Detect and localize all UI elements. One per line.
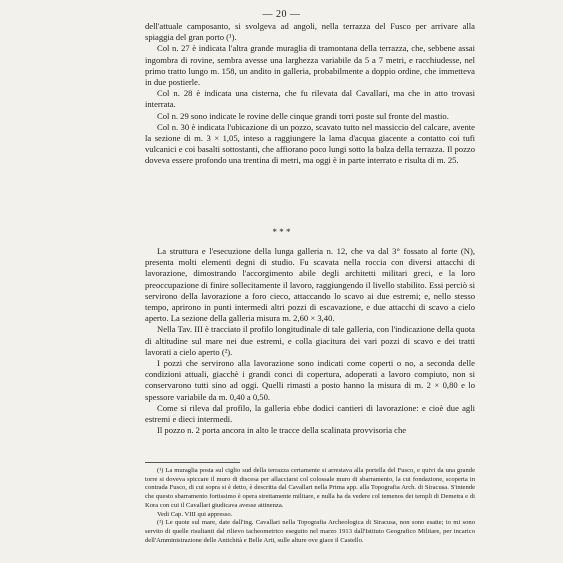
paragraph: Il pozzo n. 2 porta ancora in alto le tracce della scalinata provvisoria che <box>157 425 407 436</box>
paragraph: Col n. 30 è indicata l'ubicazione di un pozzo, scavato tutto nel massiccio del calcare, avente la sezione di m. 3 × 1,05, inteso a raggiungere la lama d'acqua giacente a contatto coi tufi vulcanici e coi basalti sottostanti, che affiorano poco lungi sotto la balza della terrazza. Il pozzo doveva essere profondo una trentina di metri, ma oggi è in parte interrato e risulta di m. 25. <box>145 121 475 166</box>
text-block-top <box>145 21 475 167</box>
footnote-divider <box>145 462 240 463</box>
page-number: — 20 — <box>262 9 301 20</box>
paragraph: Come si rileva dal profilo, la galleria ebbe dodici cantieri di lavorazione: e cioè due agli estremi e dieci intermedi. <box>145 402 475 425</box>
footnote: (¹) La muraglia posta sul ciglio sud della terrazza certamente si arrestava alla portella del Fusco, e quivi da una grande torre si doveva spiccare il muro di discesa per allacciarsi col colossale muro di sbarramento, la cui fondazione, scoperta in contrada Fusco, di cui sopra si è detto, è descritta dal Cavallari nella Prima app. alla Topografia Arch. di Siracusa. S'intende che questo sbarramento fortissimo è opera strettamente militare, e nulla ha da vedere col temenos dei templi di Demetra e di Kora con cui il Cavallari giudicava avesse attinenza. <box>145 467 475 509</box>
footnotes <box>145 467 475 545</box>
paragraph: Col n. 27 è indicata l'altra grande muraglia di tramontana della terrazza, che, sebbene assai ingombra di rovine, sembra avesse una larghezza variabile da 5 a 7 metri, e racchiudesse, nel primo tratto lungo m. 158, un andito in galleria, probabilmente a doppio ordine, che immetteva in due postierle. <box>145 43 475 88</box>
paragraph: Col n. 28 è indicata una cisterna, che fu rilevata dal Cavallari, ma che in atto trovasi interrata. <box>145 88 475 110</box>
footnote: (²) Le quote sul mare, date dall'ing. Cavallari nella Topografia Archeologica di Siracusa, non sono esatte; io mi sono servito di quelle risultanti dal rilievo tacheometrico eseguito nel marzo 1913 dall'Istituto Geografico Militare, per incarico dell'Amministrazione delle Antichità e Belle Arti, sulle alture ove giace il Castello. <box>145 519 475 544</box>
footnote: Vedi Cap. VIII qui appresso. <box>157 510 233 518</box>
section-separator: * * * <box>272 227 291 237</box>
paragraph: dell'attuale camposanto, si svolgeva ad angoli, nella terrazza del Fusco per arrivare alla spiaggia del gran porto (¹). <box>145 21 475 43</box>
paragraph: Nella Tav. III è tracciato il profilo longitudinale di tale galleria, con l'indicazione della quota di altitudine sul mare nei due estremi, e colla giacitura dei vari pozzi di scavo e dei tratti lavorati a cielo aperto (²). <box>145 324 475 357</box>
paragraph: I pozzi che servirono alla lavorazione sono indicati come coperti o no, a seconda delle condizioni attuali, giacchè i grandi conci di copertura, adoperati a lavoro compiuto, non si conservarono tutti sino ad oggi. Quelli rimasti a posto hanno la misura di m. 2 × 0,80 e lo spessore variabile da m. 0,40 a 0,50. <box>145 358 475 402</box>
text-block-bottom <box>145 246 475 436</box>
paragraph: La struttura e l'esecuzione della lunga galleria n. 12, che va dal 3° fossato al forte (N), presenta molti elementi degni di studio. Fu scavata nella roccia con diversi attacchi di lavorazione, dimostrando l'accorgimento abile degli architetti militari greci, e la loro preoccupazione di finire sollecitamente il lavoro, raggiungendo il livello stabilito. Essi perciò si servirono della lavorazione a foro cieco, attaccando lo scavo ai due estremi; e, nello stesso tempo, aprirono in punti intermedi altri pozzi di escavazione, e due attacchi di scavo a cielo aperto. La sezione della galleria misura m. 2,60 × 3,40. <box>145 246 475 324</box>
paragraph: Col n. 29 sono indicate le rovine delle cinque grandi torri poste sul fronte del mastio. <box>157 110 449 121</box>
